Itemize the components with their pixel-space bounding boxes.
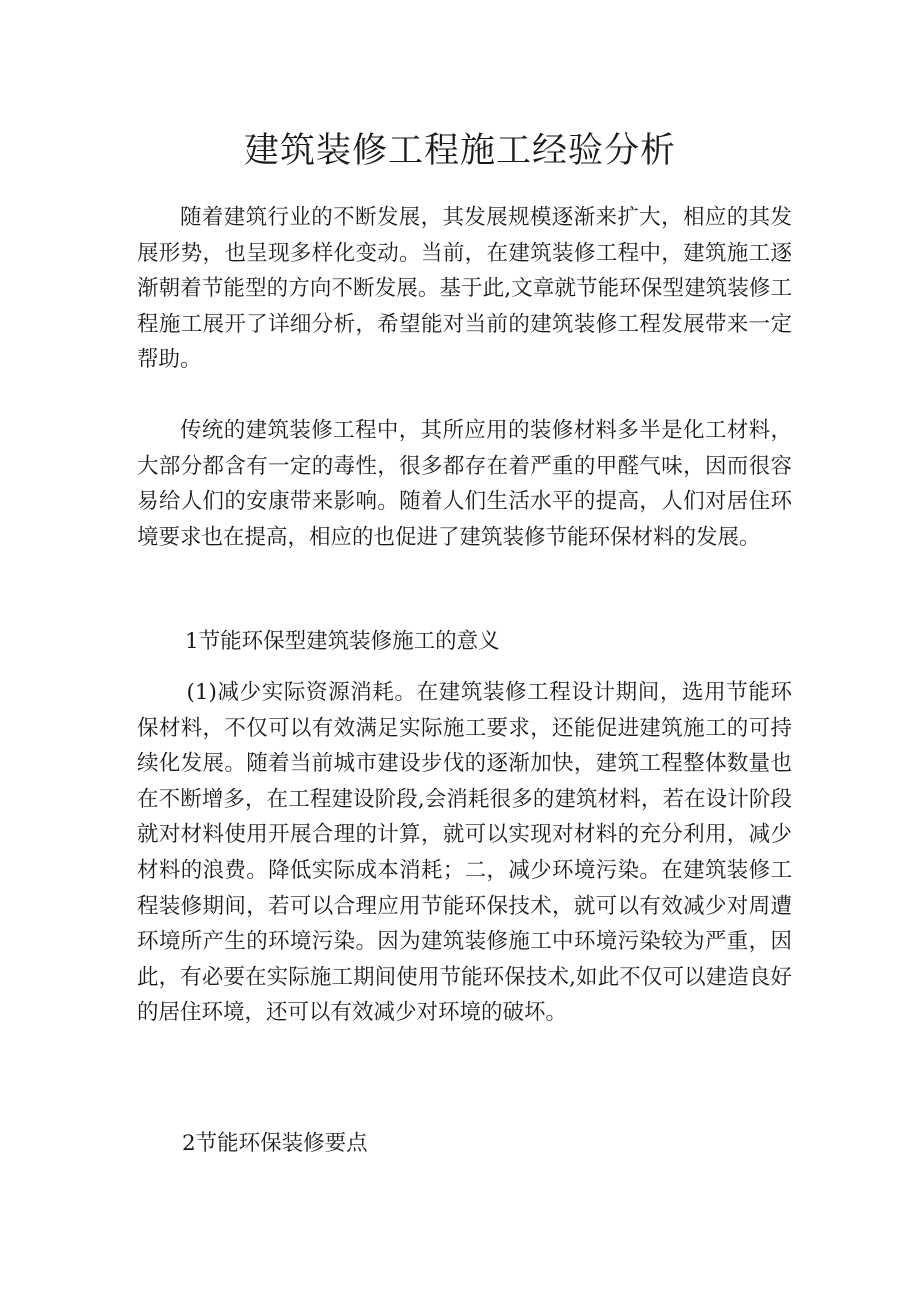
background-paragraph: 传统的建筑装修工程中，其所应用的装修材料多半是化工材料，大部分都含有一定的毒性，很多都存在着严重的甲醛气味，因而很容易给人们的安康带来影响。随着人们生活水平的提高，人们对居住环境要求也在提高，相应的也促进了建筑装修节能环保材料的发展。 [137,418,792,550]
intro-paragraph: 随着建筑行业的不断发展，其发展规模逐渐来扩大，相应的其发展形势，也呈现多样化变动。当前，在建筑装修工程中，建筑施工逐渐朝着节能型的方向不断发展。基于此,文章就节能环保型建筑装修工程施工展开了详细分析，希望能对当前的建筑装修工程发展带来一定帮助。 [137,205,792,373]
section-heading-1: 1节能环保型建筑装修施工的意义 [185,629,500,654]
section-1-body: (1)减少实际资源消耗。在建筑装修工程设计期间，选用节能环保材料，不仅可以有效满足实际施工要求，还能促进建筑施工的可持续化发展。随着当前城市建设步伐的逐渐加快，建筑工程整体数量也在不断增多，在工程建设阶段,会消耗很多的建筑材料，若在设计阶段就对材料使用开展合理的计算，就可以实现对材料的充分利用，减少材料的浪费。降低实际成本消耗；二，减少环境污染。在建筑装修工程装修期间，若可以合理应用节能环保技术，就可以有效减少对周遭环境所产生的环境污染。因为建筑装修施工中环境污染较为严重，因此，有必要在实际施工期间使用节能环保技术,如此不仅可以建造良好的居住环境，还可以有效减少对环境的破坏。 [137,680,792,1026]
document-title: 建筑装修工程施工经验分析 [243,131,676,171]
section-heading-2: 2节能环保装修要点 [182,1131,368,1156]
